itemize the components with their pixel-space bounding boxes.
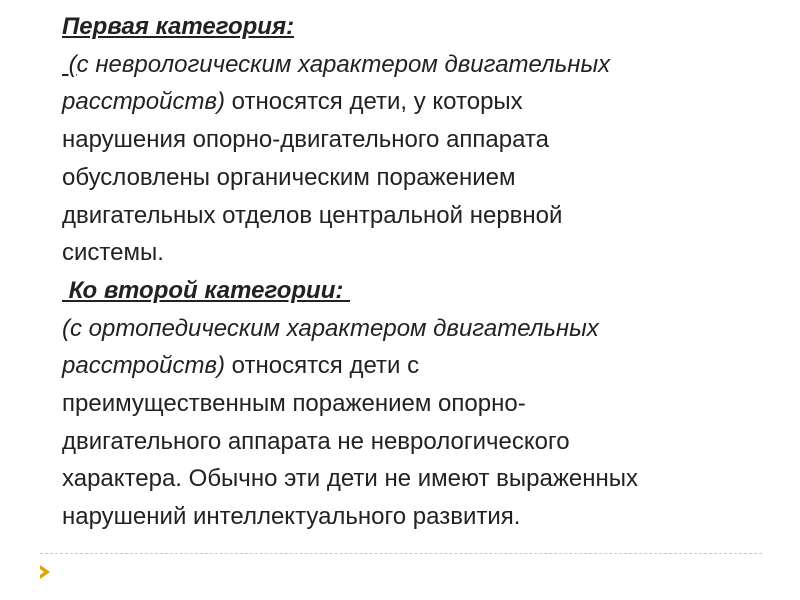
category-one-body-text: относятся дети, у которых (224, 88, 523, 116)
category-one-body-line-4: двигательных отделов центральной нервной (62, 201, 563, 229)
category-one-heading-line (62, 8, 762, 46)
slide-text-block (62, 8, 762, 536)
category-two-body-text: относятся дети с (224, 352, 420, 380)
category-two-body-line-5: нарушений интеллектуального развития. (62, 503, 521, 531)
category-one-qualifier-line (62, 46, 762, 84)
category-two-body-line-2: преимущественным поражением опорно- (62, 390, 526, 418)
category-two-qualifier-line: (с ортопедическим характером двигательных (62, 314, 599, 342)
arrow-right-icon (39, 564, 51, 580)
footer-divider (40, 553, 762, 554)
category-one-qualifier-text: с неврологическим характером двигательных (76, 50, 611, 78)
category-two-qualifier-end: расстройств) (62, 352, 225, 380)
category-one-body-line-3: обусловлены органическим поражением (62, 163, 516, 191)
category-two-heading-line (62, 272, 762, 310)
category-one-heading: Первая категория: (62, 13, 295, 40)
category-one-qualifier-open: ( (62, 50, 77, 78)
category-one-qualifier-end: расстройств) (62, 88, 225, 116)
category-one-body-line-5: системы. (62, 239, 164, 267)
category-two-body-line-1 (62, 347, 762, 385)
category-two-heading: Ко второй категории: (62, 276, 351, 304)
category-one-body-line-1 (62, 83, 762, 121)
category-one-body-line-2: нарушения опорно-двигательного аппарата (62, 126, 549, 154)
category-two-body-line-4: характера. Обычно эти дети не имеют выраженных (62, 465, 638, 493)
category-two-body-line-3: двигательного аппарата не неврологического (62, 427, 570, 455)
